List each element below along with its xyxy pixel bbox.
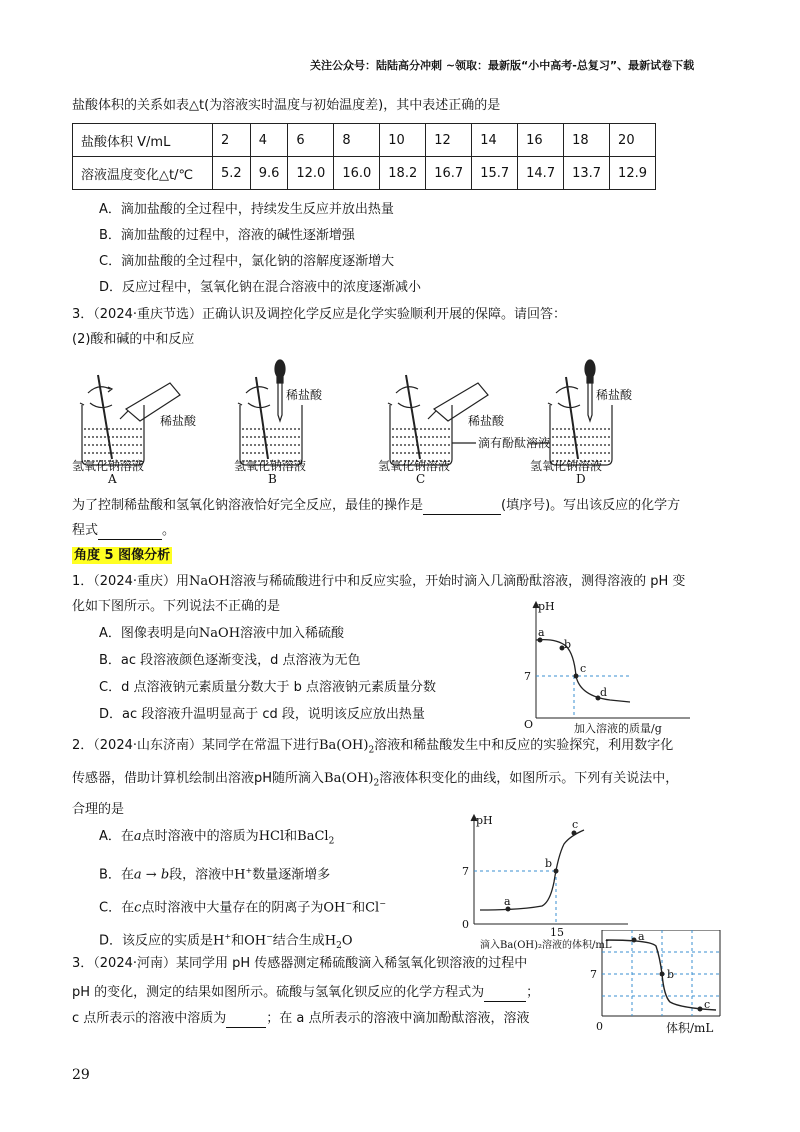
p1-stem-line2: 化如下图所示。下列说法不正确的是 xyxy=(72,599,281,614)
table-cell: 16.7 xyxy=(426,157,472,190)
answer-blank[interactable] xyxy=(226,1014,266,1028)
p1-graph-pt-c: c xyxy=(580,662,587,675)
p1-graph-pt-d: d xyxy=(600,686,608,699)
table-cell: 12 xyxy=(426,124,472,157)
p2-graph-tick15: 15 xyxy=(550,926,564,939)
p2-opt-d-h2o: H xyxy=(324,933,337,949)
p2-option-a xyxy=(99,828,334,851)
p2-opt-b-1: B．在 xyxy=(99,867,134,883)
p1-opt-a-text: A．图像表明是向 xyxy=(99,626,199,641)
p1-naoh: NaOH xyxy=(189,574,231,589)
label-naoh-a: 氢氧化钠溶液 xyxy=(72,459,145,473)
label-acid-b: 稀盐酸 xyxy=(286,388,323,402)
section-title xyxy=(72,547,172,565)
p2-graph-pt-a: a xyxy=(504,895,511,908)
table-cell: 16 xyxy=(518,124,564,157)
label-acid-c: 稀盐酸 xyxy=(468,414,505,428)
answer-blank[interactable] xyxy=(423,501,501,515)
table-cell: 16.0 xyxy=(334,157,380,190)
table-cell: 2 xyxy=(213,124,251,157)
p2-opt-d-sub: 2 xyxy=(336,940,342,951)
data-table xyxy=(72,123,656,190)
p3-graph-seven: 7 xyxy=(590,968,597,981)
p1-ph-graph xyxy=(500,600,700,735)
p2-graph-ylabel: pH xyxy=(476,814,493,827)
table-cell: 5.2 xyxy=(213,157,251,190)
beaker-b xyxy=(238,360,302,465)
label-naoh-d: 氢氧化钠溶液 xyxy=(530,459,603,473)
table-cell: 14.7 xyxy=(518,157,564,190)
p3-line2 xyxy=(72,984,539,1002)
p2-stem-line2-b: 溶液体积变化的曲线，如图所示。下列有关说法中， xyxy=(379,771,679,786)
p2-opt-a-2: 点时溶液中的溶质为 xyxy=(141,829,259,844)
table-cell: 13.7 xyxy=(564,157,610,190)
p2-opt-b-seg: a → b xyxy=(133,867,170,883)
p2-stem-line2 xyxy=(72,770,678,793)
p1-graph-seven: 7 xyxy=(524,670,531,683)
q3-answer-text-b: (填序号)。写出该反应的化学方 xyxy=(501,498,681,513)
option-d: D．反应过程中，氢氧化钠在混合溶液中的浓度逐渐减小 xyxy=(99,280,422,295)
p2-option-d: D．该反应的实质是H+和OH−结合生成$H_2O$ xyxy=(99,932,353,951)
option-c: C．滴加盐酸的全过程中，氯化钠的溶解度逐渐增大 xyxy=(99,254,395,269)
p1-option-b: B．ac 段溶液颜色逐渐变浅，d 点溶液为无色 xyxy=(99,653,361,668)
p2-opt-c-pt: c xyxy=(134,900,142,916)
p3-line2-b: ； xyxy=(526,985,540,1000)
label-naoh-c: 氢氧化钠溶液 xyxy=(378,459,451,473)
intro-line: 盐酸体积的关系如表△t(为溶液实时温度与初始温度差)，其中表述正确的是 xyxy=(72,98,501,113)
p2-sub2: 2 xyxy=(368,745,375,756)
p2-baoh2-2: Ba(OH) xyxy=(324,771,374,786)
table-cell: 20 xyxy=(610,124,656,157)
p1-option-c: C．d 点溶液钠元素质量分数大于 b 点溶液钠元素质量分数 xyxy=(99,680,436,695)
p3-line3-a: c 点所表示的溶液中溶质为 xyxy=(72,1011,227,1026)
p2-opt-c-3: 和 xyxy=(352,900,366,916)
p1-graph-pt-a: a xyxy=(538,626,545,639)
p2-opt-a-pt: a xyxy=(133,829,142,844)
table-row xyxy=(73,124,656,157)
q3-stem: 3．（2024·重庆节选）正确认识及调控化学反应是化学实验顺利开展的保障。请回答： xyxy=(72,307,566,322)
table-cell: 18 xyxy=(564,124,610,157)
q3-sub: (2)酸和碱的中和反应 xyxy=(72,332,195,347)
answer-blank[interactable] xyxy=(484,988,526,1002)
p3-graph-pt-b: b xyxy=(667,968,675,981)
p3-line2-a: pH 的变化，测定的结果如图所示。硫酸与氢氧化钡反应的化学方程式为 xyxy=(72,985,485,1000)
p1-graph-xlabel: 加入溶液的质量/g xyxy=(574,722,662,735)
table-row-header: 盐酸体积 V/mL xyxy=(73,124,213,157)
p3-graph-xlabel: 体积/mL xyxy=(666,1021,714,1035)
p1-graph-ylabel: pH xyxy=(538,600,555,613)
p3-ph-graph xyxy=(588,930,728,1038)
table-cell: 10 xyxy=(380,124,426,157)
p3-graph-pt-c: c xyxy=(704,998,711,1011)
label-d: D xyxy=(576,472,586,485)
q3-answer-line1 xyxy=(72,497,680,515)
label-a: A xyxy=(108,472,117,485)
p2-graph-pt-c: c xyxy=(572,818,579,831)
p2-stem-a: 2．（2024·山东济南）某同学在常温下进行 xyxy=(72,738,319,753)
p2-baoh2: Ba(OH) xyxy=(319,738,369,753)
p1-stem-a: 1．（2024·重庆）用 xyxy=(72,574,189,589)
p3-graph-origin: 0 xyxy=(596,1020,603,1033)
p2-opt-d-h: H xyxy=(213,933,225,949)
q3-answer-text-c: 程式 xyxy=(72,523,99,538)
table-cell: 8 xyxy=(334,124,380,157)
p2-graph-origin: 0 xyxy=(462,918,469,931)
p2-opt-a-hcl: HCl xyxy=(258,829,285,844)
table-cell: 15.7 xyxy=(472,157,518,190)
p1-stem-b: 溶液与稀硫酸进行中和反应实验，开始时滴入几滴酚酞溶液，测得溶液的 pH 变 xyxy=(230,574,686,589)
table-cell: 6 xyxy=(288,124,334,157)
table-row-header: 溶液温度变化△t/℃ xyxy=(73,157,213,190)
p2-graph-seven: 7 xyxy=(462,865,469,878)
p2-opt-c-2: 点时溶液中大量存在的阴离子为 xyxy=(141,900,324,916)
section-title-text: 角度 5 图像分析 xyxy=(74,548,171,563)
page-header: 关注公众号：陆陆高分冲刺 ~领取：最新版“小中高考-总复习”、最新试卷下载 xyxy=(310,59,695,72)
p2-opt-a-bacl: BaCl xyxy=(297,829,329,844)
p1-option-a xyxy=(99,625,344,643)
label-acid-d: 稀盐酸 xyxy=(596,388,633,402)
label-acid-a: 稀盐酸 xyxy=(160,414,197,428)
q3-answer-line2: 程式 。 xyxy=(72,523,176,538)
p1-stem xyxy=(72,573,685,591)
p1-graph-origin: O xyxy=(524,718,534,731)
p2-stem xyxy=(72,737,673,760)
p2-opt-c-oh: OH xyxy=(323,900,346,916)
p2-sub2-2: 2 xyxy=(373,778,380,789)
label-naoh-b: 氢氧化钠溶液 xyxy=(234,459,307,473)
p2-option-c: C．在c点时溶液中大量存在的阴离子为OH−和Cl− xyxy=(99,899,386,916)
p2-opt-d-3: 结合生成 xyxy=(272,933,325,949)
experiment-diagram xyxy=(60,355,720,485)
option-b: B．滴加盐酸的过程中，溶液的碱性逐渐增强 xyxy=(99,228,355,243)
table-row xyxy=(73,157,656,190)
p2-stem-b: 溶液和稀盐酸发生中和反应的实验探究，利用数字化 xyxy=(374,738,674,753)
answer-blank[interactable] xyxy=(98,526,162,540)
p2-opt-c-cl: Cl xyxy=(365,900,380,916)
p1-opt-a-text2: 溶液中加入稀硫酸 xyxy=(240,626,345,641)
p1-graph-pt-b: b xyxy=(564,638,572,651)
table-cell: 18.2 xyxy=(380,157,426,190)
p3-stem: 3．（2024·河南）某同学用 pH 传感器测定稀硫酸滴入稀氢氧化钡溶液的过程中 xyxy=(72,956,528,971)
table-cell: 9.6 xyxy=(250,157,288,190)
table-cell: 12.0 xyxy=(288,157,334,190)
p2-opt-b-h: H xyxy=(234,867,246,883)
page-number: 29 xyxy=(72,1067,90,1083)
p1-opt-a-naoh: NaOH xyxy=(198,626,241,641)
p2-graph-pt-b: b xyxy=(545,857,553,870)
label-indicator: 滴有酚酞溶液 xyxy=(478,436,551,450)
table-cell: 4 xyxy=(250,124,288,157)
option-a: A．滴加盐酸的全过程中，持续发生反应并放出热量 xyxy=(99,202,394,217)
table-cell: 14 xyxy=(472,124,518,157)
label-c: C xyxy=(416,472,426,485)
p2-opt-a-1: A．在 xyxy=(99,829,134,844)
table-cell: 12.9 xyxy=(610,157,656,190)
p2-option-b: B．在a → b段，溶液中H+数量逐渐增多 xyxy=(99,866,331,883)
p2-opt-c-1: C．在 xyxy=(99,900,135,916)
label-b: B xyxy=(268,472,277,485)
p1-option-d: D．ac 段溶液升温明显高于 cd 段，说明该反应放出热量 xyxy=(99,707,425,722)
p2-opt-b-2: 段，溶液中 xyxy=(169,867,235,883)
p2-opt-d-2: 和 xyxy=(231,933,245,949)
p2-stem-line3: 合理的是 xyxy=(72,802,125,817)
p2-opt-d-oh: OH xyxy=(244,933,267,949)
q3-answer-text-a: 为了控制稀盐酸和氢氧化钠溶液恰好完全反应，最佳的操作是 xyxy=(72,498,424,513)
p3-line3 xyxy=(72,1010,530,1028)
p2-opt-a-3: 和 xyxy=(284,829,298,844)
p3-line3-b: ；在 a 点所表示的溶液中滴加酚酞溶液，溶液 xyxy=(266,1011,530,1026)
p2-opt-a-sub: 2 xyxy=(328,836,335,847)
p2-opt-b-3: 数量逐渐增多 xyxy=(252,867,331,883)
p3-graph-pt-a: a xyxy=(638,930,645,943)
p2-graph-xlabel: 滴入Ba(OH)₂溶液的体积/mL xyxy=(480,940,612,951)
p2-opt-d-o: O xyxy=(341,933,353,949)
p2-stem-line2-a: 传感器，借助计算机绘制出溶液pH随所滴入 xyxy=(72,771,325,786)
p2-opt-d-1: D．该反应的实质是 xyxy=(99,933,214,949)
